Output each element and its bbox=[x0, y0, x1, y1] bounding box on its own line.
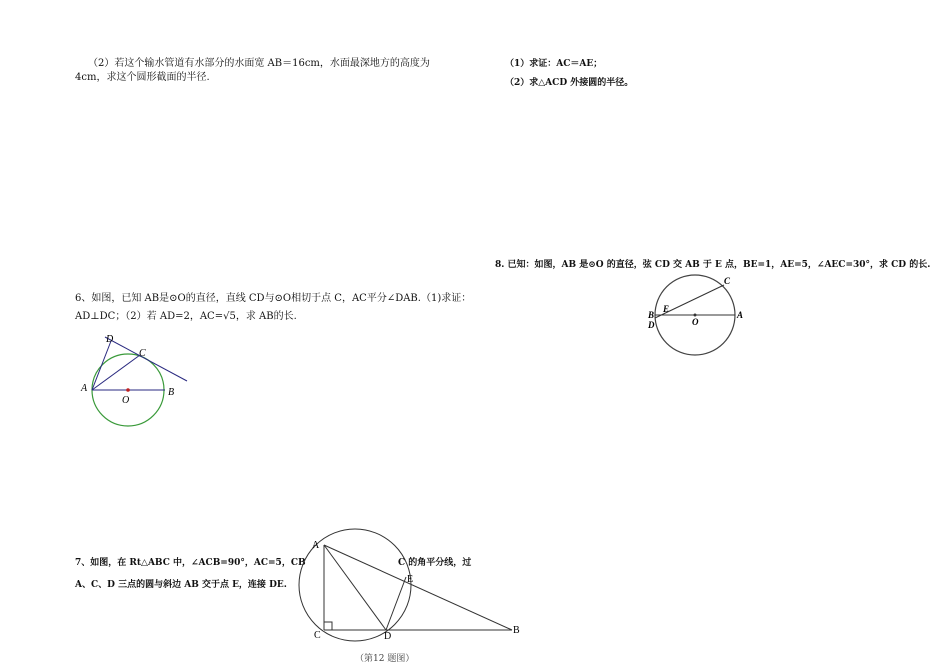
q8-label-e: E bbox=[663, 304, 670, 314]
q7-label-b: B bbox=[513, 625, 520, 636]
q7-line1-end: C 的角平分线，过 bbox=[398, 558, 472, 568]
q6-label-d: D bbox=[106, 334, 114, 345]
q8-figure bbox=[640, 270, 750, 360]
q7-line2: A、C、D 三点的圆与斜边 AB 交于点 E，连接 DE. bbox=[75, 580, 287, 590]
right-top-line2: （2）求△ACD 外接圆的半径。 bbox=[505, 78, 634, 88]
q8-label-o: O bbox=[692, 317, 699, 327]
q8-label-c: C bbox=[724, 276, 731, 286]
q2-line2: 4cm，求这个圆形截面的半径. bbox=[75, 72, 210, 83]
q8-label-d: D bbox=[648, 320, 655, 330]
q7-line1: 7、如图，在 Rt△ABC 中，∠ACB=90°，AC=5，CB bbox=[75, 558, 306, 568]
q7-caption: （第12 题图） bbox=[355, 654, 415, 664]
right-top-line1: （1）求证：AC＝AE； bbox=[505, 59, 603, 69]
q8-label-a: A bbox=[737, 310, 744, 320]
q8-label-b: B bbox=[648, 310, 655, 320]
q6-line2: AD⊥DC；（2）若 AD=2，AC=√5，求 AB的长. bbox=[75, 311, 297, 322]
q6-label-o: O bbox=[122, 395, 130, 406]
q7-label-c: C bbox=[314, 630, 321, 641]
q6-figure bbox=[75, 330, 195, 430]
q6-label-b: B bbox=[168, 387, 175, 398]
q8-text: 8. 已知：如图，AB 是⊙O 的直径，弦 CD 交 AB 于 E 点，BE=1，AE=5，∠AEC=30°，求 CD 的长. bbox=[495, 260, 931, 270]
q7-label-a: A bbox=[312, 540, 320, 551]
q2-line1: （2）若这个输水管道有水部分的水面宽 AB＝16cm，水面最深地方的高度为 bbox=[88, 58, 430, 69]
q7-label-d: D bbox=[384, 631, 392, 642]
q7-label-e: E bbox=[407, 574, 414, 585]
q6-label-c: C bbox=[139, 348, 146, 359]
q6-label-a: A bbox=[81, 383, 88, 394]
q6-line1: 6、如图，已知 AB是⊙O的直径，直线 CD与⊙O相切于点 C，AC平分∠DAB.（1)求证： bbox=[75, 293, 472, 304]
q7-figure bbox=[300, 535, 530, 670]
